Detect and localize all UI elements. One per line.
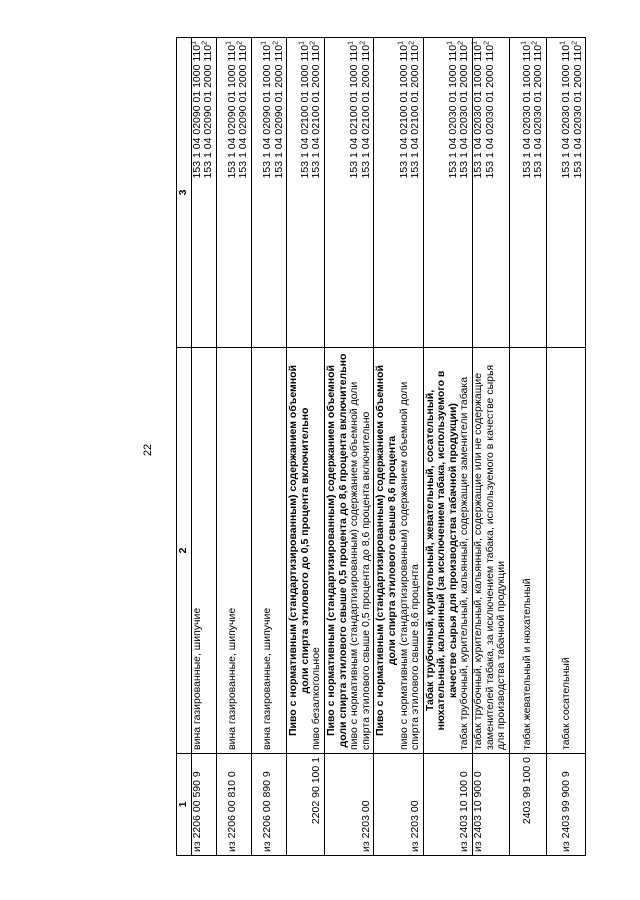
kbk-footnote-mark: 2 bbox=[309, 41, 317, 45]
tnved-code: из 2403 10 100 0 bbox=[423, 754, 472, 856]
table-row bbox=[547, 38, 586, 856]
product-description bbox=[287, 348, 325, 754]
kbk-footnote-mark: 2 bbox=[359, 41, 367, 45]
budget-classification-codes bbox=[216, 38, 251, 348]
product-group-title: Пиво с нормативным (стандартизированным) содержанием объемной доли спирта этилового до 0,5 процента включительно bbox=[287, 364, 311, 737]
budget-classification-codes bbox=[473, 38, 510, 348]
kbk-code: 153 1 04 02030 01 2000 110 bbox=[483, 44, 496, 179]
kbk-code: 153 1 04 02030 01 1000 110 bbox=[520, 44, 533, 179]
kbk-line bbox=[311, 41, 323, 344]
budget-classification-codes bbox=[324, 38, 373, 348]
kbk-line bbox=[485, 41, 497, 344]
product-description bbox=[423, 348, 472, 754]
product-name: табак сосательный bbox=[560, 657, 573, 750]
product-name: вина газированные, шипучие bbox=[190, 607, 203, 750]
kbk-footnote-mark: 1 bbox=[225, 41, 233, 45]
tnved-code: из 2206 00 890 9 bbox=[251, 754, 286, 856]
kbk-code: 153 1 04 02100 01 2000 110 bbox=[310, 44, 323, 179]
product-name: табак трубочный, курительный, кальянный, содержащие заменители табака bbox=[458, 376, 471, 750]
kbk-code: 153 1 04 02100 01 2000 110 bbox=[359, 44, 372, 179]
product-name: пиво безалкогольное bbox=[310, 647, 323, 750]
kbk-footnote-mark: 2 bbox=[272, 41, 280, 45]
product-group-title: Пиво с нормативным (стандартизированным) содержанием объемной доли спирта этилового свыше 8,6 процента bbox=[374, 364, 398, 737]
table-row bbox=[473, 38, 510, 856]
tnved-code: из 2203 00 bbox=[374, 754, 423, 856]
kbk-footnote-mark: 1 bbox=[520, 41, 528, 45]
product-name: табак трубочный, курительный, кальянный, содержащие или не содержащие заменителей табака, за исключением табака, используемого в качестве сырья для производства табачной продукции bbox=[472, 364, 508, 750]
kbk-line bbox=[238, 41, 250, 344]
kbk-footnote-mark: 1 bbox=[260, 41, 268, 45]
kbk-footnote-mark: 1 bbox=[471, 41, 479, 45]
product-description bbox=[473, 348, 510, 754]
product-description bbox=[509, 348, 546, 754]
kbk-footnote-mark: 1 bbox=[190, 41, 198, 45]
tnved-code: 2202 90 100 1 bbox=[287, 754, 325, 856]
budget-classification-codes bbox=[251, 38, 286, 348]
kbk-code: 153 1 04 02030 01 2000 110 bbox=[458, 44, 471, 179]
product-name: табак жевательный и нюхательный bbox=[520, 578, 533, 750]
table-row bbox=[509, 38, 546, 856]
kbk-line bbox=[410, 41, 422, 344]
product-description bbox=[547, 348, 586, 754]
kbk-code: 153 1 04 02030 01 1000 110 bbox=[446, 44, 459, 179]
kbk-code: 153 1 04 02100 01 1000 110 bbox=[348, 44, 361, 179]
tnved-code: 2403 99 100 0 bbox=[509, 754, 546, 856]
kbk-footnote-mark: 2 bbox=[483, 41, 491, 45]
tnved-code: из 2403 10 900 0 bbox=[473, 754, 510, 856]
kbk-code: 153 1 04 02100 01 1000 110 bbox=[397, 44, 410, 179]
product-group-title: Пиво с нормативным (стандартизированным) содержанием объемной доли спирта этилового свыше 0,5 процента до 8,6 процента включительно bbox=[324, 353, 349, 748]
kbk-code: 153 1 04 02090 01 1000 110 bbox=[260, 44, 273, 179]
kbk-code: 153 1 04 02090 01 1000 110 bbox=[225, 44, 238, 179]
product-name: пиво с нормативным (стандартизированным) содержанием объемной доли спирта этилового свыше 0,5 процента до 8,6 процента включительно bbox=[348, 381, 372, 750]
kbk-footnote-mark: 2 bbox=[457, 41, 465, 45]
product-name: вина газированные, шипучие bbox=[225, 607, 238, 750]
page-number: 22 bbox=[142, 443, 154, 457]
kbk-footnote-mark: 2 bbox=[201, 41, 209, 45]
product-description bbox=[374, 348, 423, 754]
product-description bbox=[324, 348, 373, 754]
table-row bbox=[374, 38, 423, 856]
header-col-2: 2 bbox=[177, 348, 192, 754]
table-row bbox=[251, 38, 286, 856]
kbk-code: 153 1 04 02030 01 1000 110 bbox=[560, 44, 573, 179]
product-description bbox=[216, 348, 251, 754]
budget-classification-codes bbox=[191, 38, 216, 348]
tnved-code: из 2203 00 bbox=[324, 754, 373, 856]
table-row bbox=[423, 38, 472, 856]
excise-code-table bbox=[176, 37, 586, 856]
header-col-3: 3 bbox=[177, 38, 192, 348]
kbk-line bbox=[459, 41, 471, 344]
kbk-footnote-mark: 1 bbox=[298, 41, 306, 45]
kbk-code: 153 1 04 02030 01 2000 110 bbox=[571, 44, 584, 179]
kbk-footnote-mark: 2 bbox=[236, 41, 244, 45]
budget-classification-codes bbox=[374, 38, 423, 348]
table-row bbox=[287, 38, 325, 856]
kbk-code: 153 1 04 02030 01 2000 110 bbox=[532, 44, 545, 179]
tnved-code: из 2206 00 810 0 bbox=[216, 754, 251, 856]
table-row bbox=[216, 38, 251, 856]
table-header-row bbox=[177, 38, 192, 856]
kbk-line bbox=[361, 41, 373, 344]
product-description bbox=[251, 348, 286, 754]
kbk-footnote-mark: 2 bbox=[531, 41, 539, 45]
product-name: вина газированные, шипучие bbox=[260, 607, 273, 750]
kbk-footnote-mark: 1 bbox=[559, 41, 567, 45]
kbk-code: 153 1 04 02090 01 2000 110 bbox=[202, 44, 215, 179]
product-group-title: Табак трубочный, курительный, жевательный, сосательный, нюхательный, кальянный (за исключением табака, используемого в качестве сырья для производства табачной продукции) bbox=[423, 370, 459, 731]
kbk-footnote-mark: 1 bbox=[397, 41, 404, 45]
kbk-line bbox=[203, 41, 215, 344]
kbk-line bbox=[533, 41, 545, 344]
table-row bbox=[191, 38, 216, 856]
kbk-code: 153 1 04 02090 01 2000 110 bbox=[272, 44, 285, 179]
budget-classification-codes bbox=[287, 38, 325, 348]
kbk-code: 153 1 04 02100 01 1000 110 bbox=[298, 44, 311, 179]
budget-classification-codes bbox=[423, 38, 472, 348]
tnved-code: из 2403 99 900 9 bbox=[547, 754, 586, 856]
kbk-code: 153 1 04 02100 01 2000 110 bbox=[409, 44, 422, 179]
kbk-line bbox=[573, 41, 585, 344]
kbk-code: 153 1 04 02090 01 1000 110 bbox=[190, 44, 203, 179]
header-col-1: 1 bbox=[177, 754, 192, 856]
kbk-footnote-mark: 2 bbox=[571, 41, 579, 45]
kbk-footnote-mark: 1 bbox=[347, 41, 355, 45]
budget-classification-codes bbox=[547, 38, 586, 348]
kbk-code: 153 1 04 02090 01 2000 110 bbox=[237, 44, 250, 179]
kbk-footnote-mark: 1 bbox=[446, 41, 454, 45]
table-row bbox=[324, 38, 373, 856]
budget-classification-codes bbox=[509, 38, 546, 348]
kbk-footnote-mark: 2 bbox=[408, 41, 416, 45]
table-body bbox=[191, 38, 586, 856]
product-description bbox=[191, 348, 216, 754]
tnved-code: из 2206 00 590 9 bbox=[191, 754, 216, 856]
product-name: пиво с нормативным (стандартизированным) содержанием объемной доли спирта этилового свыше 8,6 процента bbox=[397, 381, 422, 750]
kbk-code: 153 1 04 02030 01 1000 110 bbox=[472, 44, 485, 179]
kbk-line bbox=[274, 41, 286, 344]
